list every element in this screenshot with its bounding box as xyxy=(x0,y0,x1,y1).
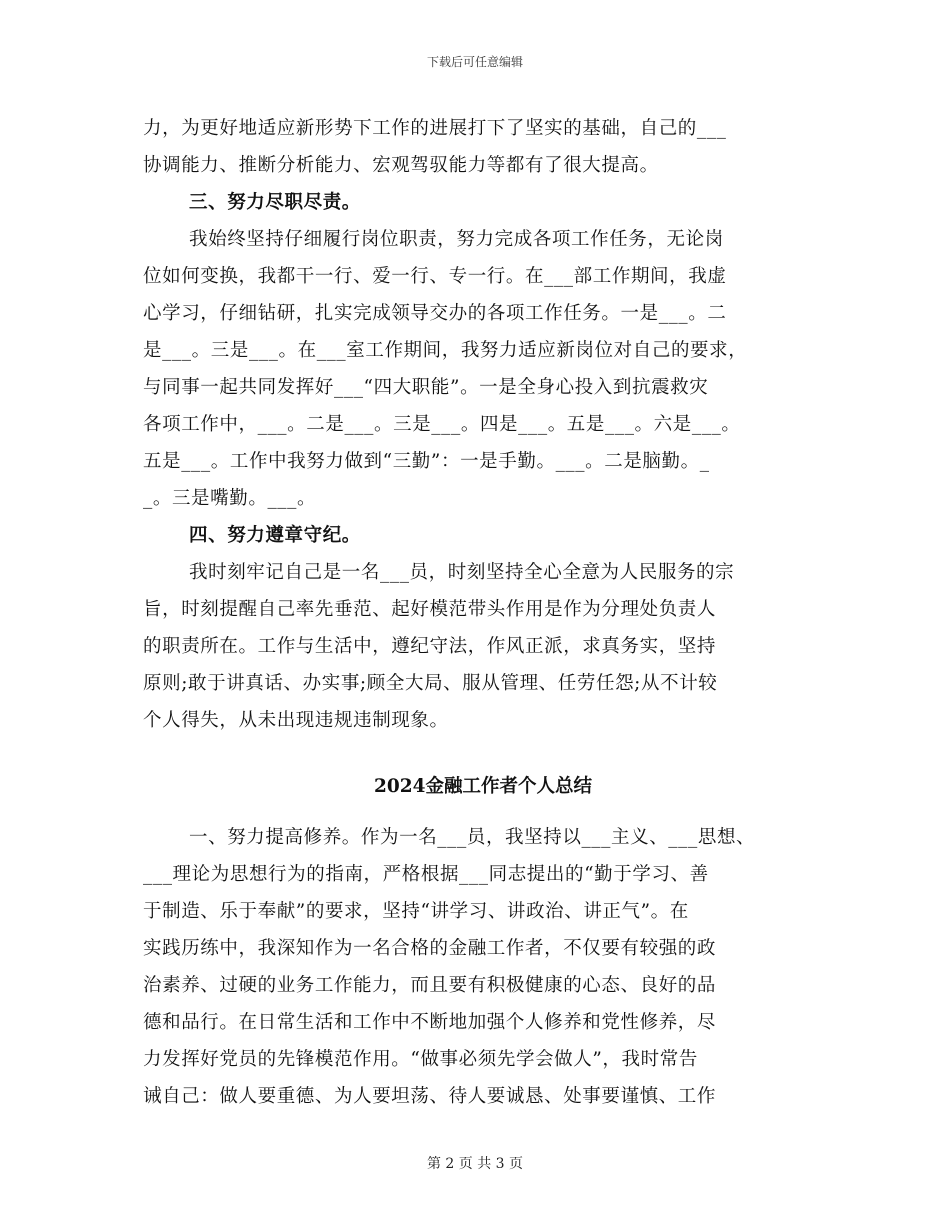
text-line: 我时刻牢记自己是一名___员，时刻坚持全心全意为人民服务的宗 xyxy=(189,562,735,583)
text-line: 诫自己：做人要重德、为人要坦荡、待人要诚恳、处事要谨慎、工作 xyxy=(143,1086,717,1107)
document-body xyxy=(143,110,823,1115)
text-line: 一、努力提高修养。作为一名___员，我坚持以___主义、___思想、 xyxy=(189,827,756,848)
text-line: 旨，时刻提醒自己率先垂范、起好模范带头作用是作为分理处负责人 xyxy=(143,599,717,620)
text-line: 治素养、过硬的业务工作能力，而且要有积极健康的心态、良好的品 xyxy=(143,975,717,996)
text-line: 个人得失，从未出现违规违制现象。 xyxy=(143,710,449,731)
text-line: 是___。三是___。在___室工作期间，我努力适应新岗位对自己的要求， xyxy=(143,340,748,361)
text-line: 德和品行。在日常生活和工作中不断地加强个人修养和党性修养，尽 xyxy=(143,1012,717,1033)
text-line: 的职责所在。工作与生活中，遵纪守法，作风正派，求真务实，坚持 xyxy=(143,636,717,657)
section-heading: 三、努力尽职尽责。 xyxy=(189,192,361,213)
text-line: 于制造、乐于奉献”的要求，坚持“讲学习、讲政治、讲正气”。在 xyxy=(143,901,689,922)
text-line: 力，为更好地适应新形势下工作的进展打下了坚实的基础，自己的___ xyxy=(143,118,727,139)
section-heading: 四、努力遵章守纪。 xyxy=(189,525,361,546)
text-line: 实践历练中，我深知作为一名合格的金融工作者，不仅要有较强的政 xyxy=(143,938,717,959)
page-number: 第 2 页 共 3 页 xyxy=(426,1156,524,1172)
text-line: 位如何变换，我都干一行、爱一行、专一行。在___部工作期间，我虚 xyxy=(143,266,727,287)
text-line: 力发挥好党员的先锋模范作用。“做事必须先学会做人”，我时常告 xyxy=(143,1049,698,1070)
text-line: 各项工作中，___。二是___。三是___。四是___。五是___。六是___。 xyxy=(143,414,741,435)
text-line: 协调能力、推断分析能力、宏观驾驭能力等都有了很大提高。 xyxy=(143,155,659,176)
text-line: ___理论为思想行为的指南，严格根据___同志提出的“勤于学习、善 xyxy=(143,864,709,885)
page-header: 下载后可任意编辑 xyxy=(426,55,523,69)
text-line: 原则;敢于讲真话、办实事;顾全大局、服从管理、任劳任怨;从不计较 xyxy=(143,673,718,694)
document-title: 2024金融工作者个人总结 xyxy=(374,776,592,797)
text-line: 五是___。工作中我努力做到“三勤”：一是手勤。___。二是脑勤。_ xyxy=(143,451,710,472)
text-line: 我始终坚持仔细履行岗位职责，努力完成各项工作任务，无论岗 xyxy=(189,229,724,250)
text-line: _。三是嘴勤。___。 xyxy=(143,488,317,509)
text-line: 与同事一起共同发挥好___“四大职能”。一是全身心投入到抗震救灾 xyxy=(143,377,709,398)
text-line: 心学习，仔细钻研，扎实完成领导交办的各项工作任务。一是___。二 xyxy=(143,303,727,324)
